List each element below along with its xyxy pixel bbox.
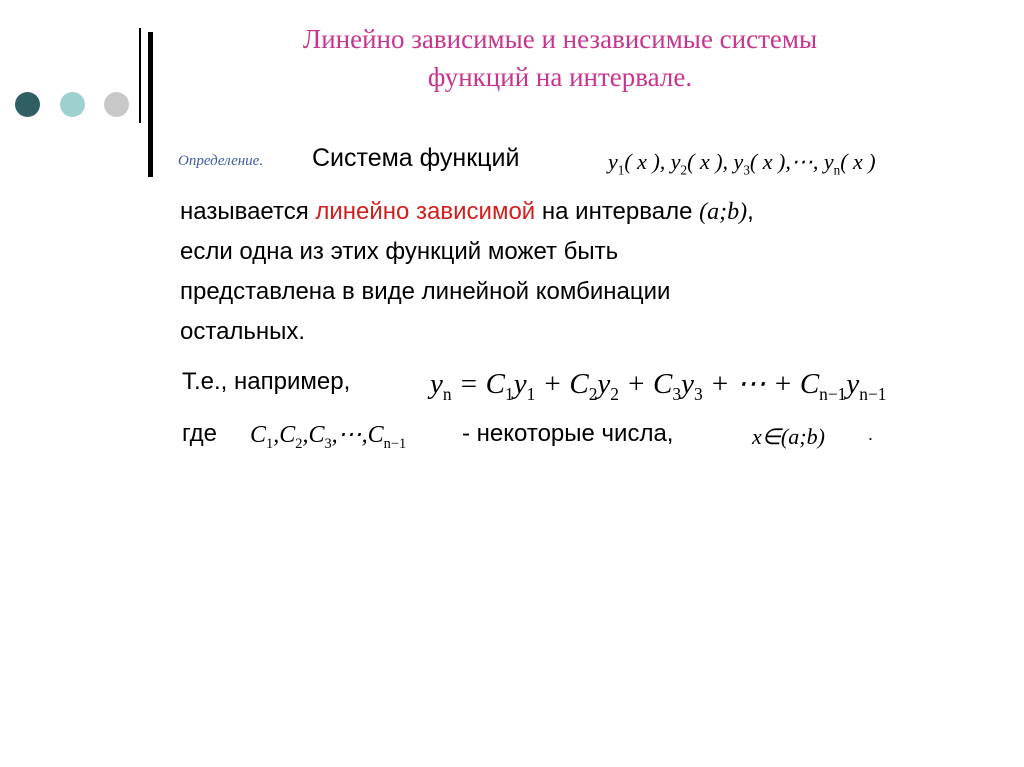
system-of-functions-text: Система функций — [312, 144, 520, 172]
linearly-dependent-term: линейно зависимой — [315, 198, 536, 225]
thin-vertical-bar — [139, 28, 141, 123]
thick-vertical-bar — [148, 32, 153, 177]
linear-combination-formula: $y_n = C_1y_1 + C_2y_2 + C_3y_3$ + ⋯ + $C_{n-1}y_{n-1}$ — [430, 368, 887, 404]
definition-label: Определение. — [178, 153, 264, 169]
slide-title-line-2: функций на интервале. — [427, 62, 693, 92]
constants-formula: $C_1,C_2,C_3,\cdots,C_{n-1}$ — [250, 422, 407, 452]
final-period: . — [868, 424, 874, 444]
text-called: называется — [180, 198, 316, 225]
text-on-interval: на интервале — [535, 198, 700, 225]
definition-line-4: остальных. — [180, 318, 306, 345]
domain-formula: x∈(a;b) — [752, 424, 825, 449]
system-formula: $y_1$( x ), $y_2$( x ), $y_3$( x ),⋯, $y_n$( x ) — [608, 149, 876, 178]
definition-line-1 — [180, 198, 754, 226]
slide-title-line-1: Линейно зависимые и независимые системы — [302, 24, 818, 54]
grey-dot — [104, 92, 129, 117]
interval-ab: (a;b) — [699, 199, 748, 225]
comma: , — [747, 198, 754, 225]
dark-teal-dot — [15, 92, 40, 117]
definition-line-2: если одна из этих функций может быть — [180, 238, 619, 265]
light-teal-dot — [60, 92, 85, 117]
definition-line-3: представлена в виде линейной комбинации — [180, 278, 671, 305]
example-label: Т.е., например, — [182, 368, 351, 395]
some-numbers-text: - некоторые числа, — [462, 420, 674, 447]
where-label: где — [182, 420, 218, 447]
